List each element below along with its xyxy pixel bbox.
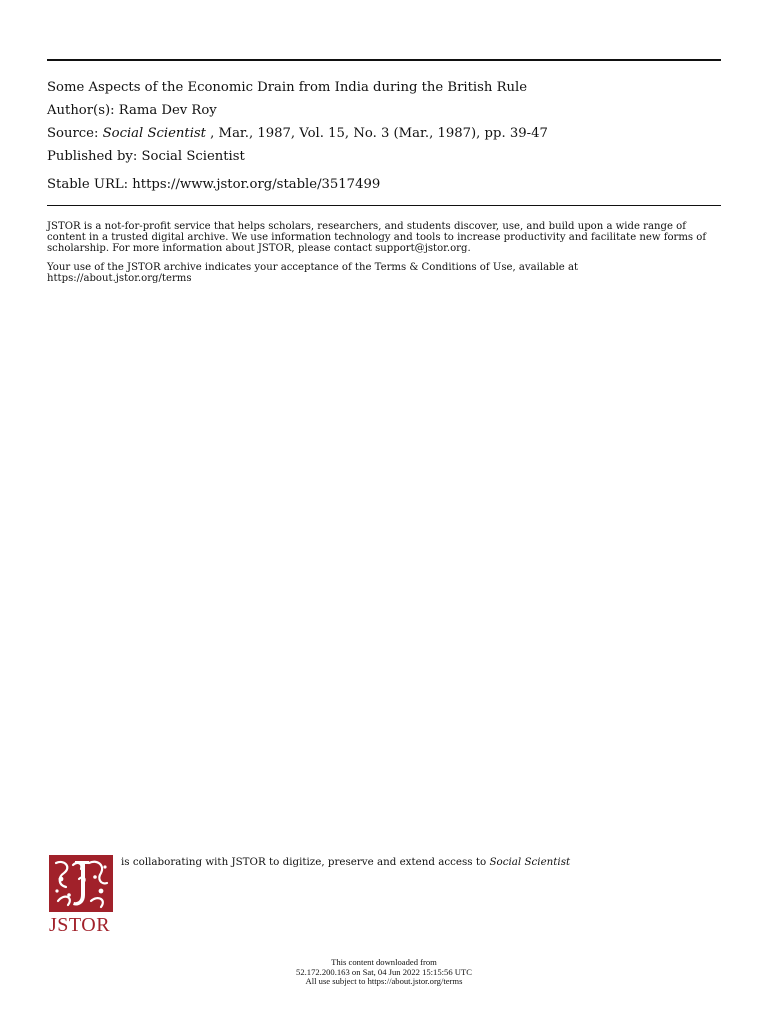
source-journal: Social Scientist bbox=[102, 126, 206, 141]
source-details: , Mar., 1987, Vol. 15, No. 3 (Mar., 1987), pp. 39-47 bbox=[205, 126, 548, 141]
jstor-notice: JSTOR is a not-for-profit service that helps scholars, researchers, and students discover, use, and build upon a wide range of content in a trusted digital archive. We use information technology and tools to increase productivity and facilitate new forms of scholarship. For more information about JSTOR, please contact support@jstor.org. bbox=[47, 221, 707, 254]
jstor-wordmark: JSTOR bbox=[49, 914, 111, 936]
source-label: Source: bbox=[47, 126, 103, 141]
article-author: Author(s): Rama Dev Roy bbox=[47, 103, 217, 118]
collaboration-statement bbox=[121, 856, 570, 868]
article-title: Some Aspects of the Economic Drain from India during the British Rule bbox=[47, 80, 528, 95]
footer-line-1: This content downloaded from bbox=[331, 957, 437, 967]
section-rule bbox=[47, 205, 721, 206]
footer-line-3: All use subject to https://about.jstor.org/terms bbox=[305, 976, 463, 987]
stable-url[interactable]: Stable URL: https://www.jstor.org/stable/3517499 bbox=[47, 177, 381, 192]
collab-text: is collaborating with JSTOR to digitize, preserve and extend access to bbox=[121, 856, 490, 868]
download-footer bbox=[200, 958, 568, 987]
collab-journal: Social Scientist bbox=[489, 856, 571, 868]
terms-notice: Your use of the JSTOR archive indicates your acceptance of the Terms & Conditions of Use, available at https://about.jstor.org/terms bbox=[47, 262, 579, 284]
article-source bbox=[47, 126, 548, 142]
article-publisher: Published by: Social Scientist bbox=[47, 149, 245, 164]
top-rule bbox=[47, 59, 721, 61]
footer-line-2: 52.172.200.163 on Sat, 04 Jun 2022 15:15:56 UTC bbox=[296, 966, 472, 977]
jstor-emblem-icon bbox=[49, 855, 113, 912]
jstor-logo bbox=[49, 855, 114, 936]
